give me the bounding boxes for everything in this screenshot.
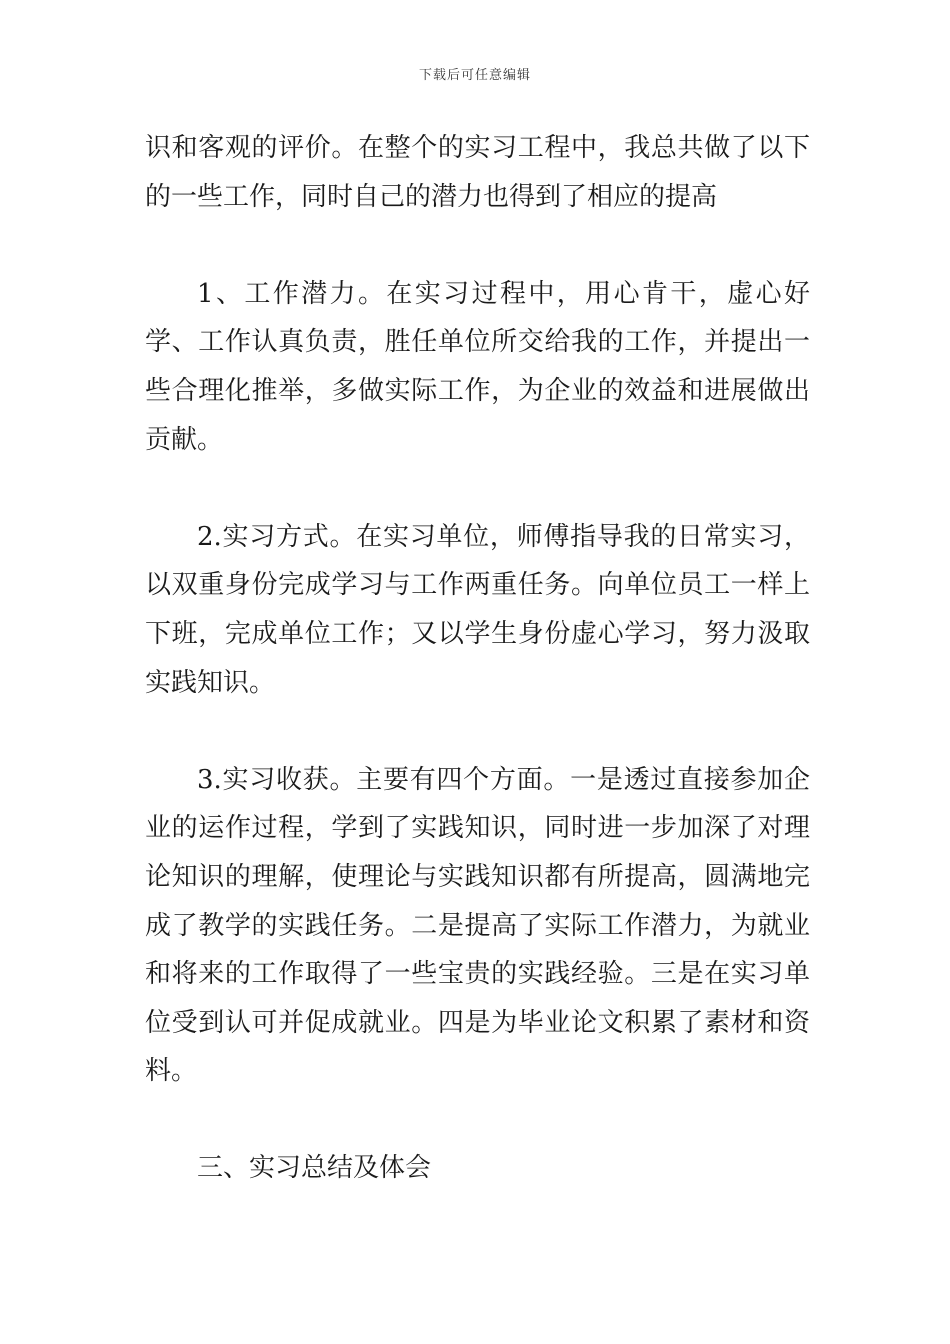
document-body: [145, 124, 810, 1193]
paragraph-work-ability: 1、工作潜力。在实习过程中，用心肯干，虚心好学、工作认真负责，胜任单位所交给我的工作，并提出一些合理化推举，多做实际工作，为企业的效益和进展做出贡献。: [145, 278, 810, 455]
paragraph-internship-method: 2.实习方式。在实习单位，师傅指导我的日常实习，以双重身份完成学习与工作两重任务。向单位员工一样上下班，完成单位工作；又以学生身份虚心学习，努力汲取实践知识。: [145, 521, 810, 698]
section-heading-summary: 三、实习总结及体会: [197, 1153, 432, 1184]
paragraph-continuation: 识和客观的评价。在整个的实习工程中，我总共做了以下的一些工作，同时自己的潜力也得到了相应的提高: [145, 133, 810, 212]
paragraph-internship-gains: 3.实习收获。主要有四个方面。一是透过直接参加企业的运作过程，学到了实践知识，同时进一步加深了对理论知识的理解，使理论与实践知识都有所提高，圆满地完成了教学的实践任务。二是提高了实际工作潜力，为就业和将来的工作取得了一些宝贵的实践经验。三是在实习单位受到认可并促成就业。四是为毕业论文积累了素材和资料。: [145, 764, 810, 1087]
page-header: 下载后可任意编辑: [418, 68, 531, 83]
